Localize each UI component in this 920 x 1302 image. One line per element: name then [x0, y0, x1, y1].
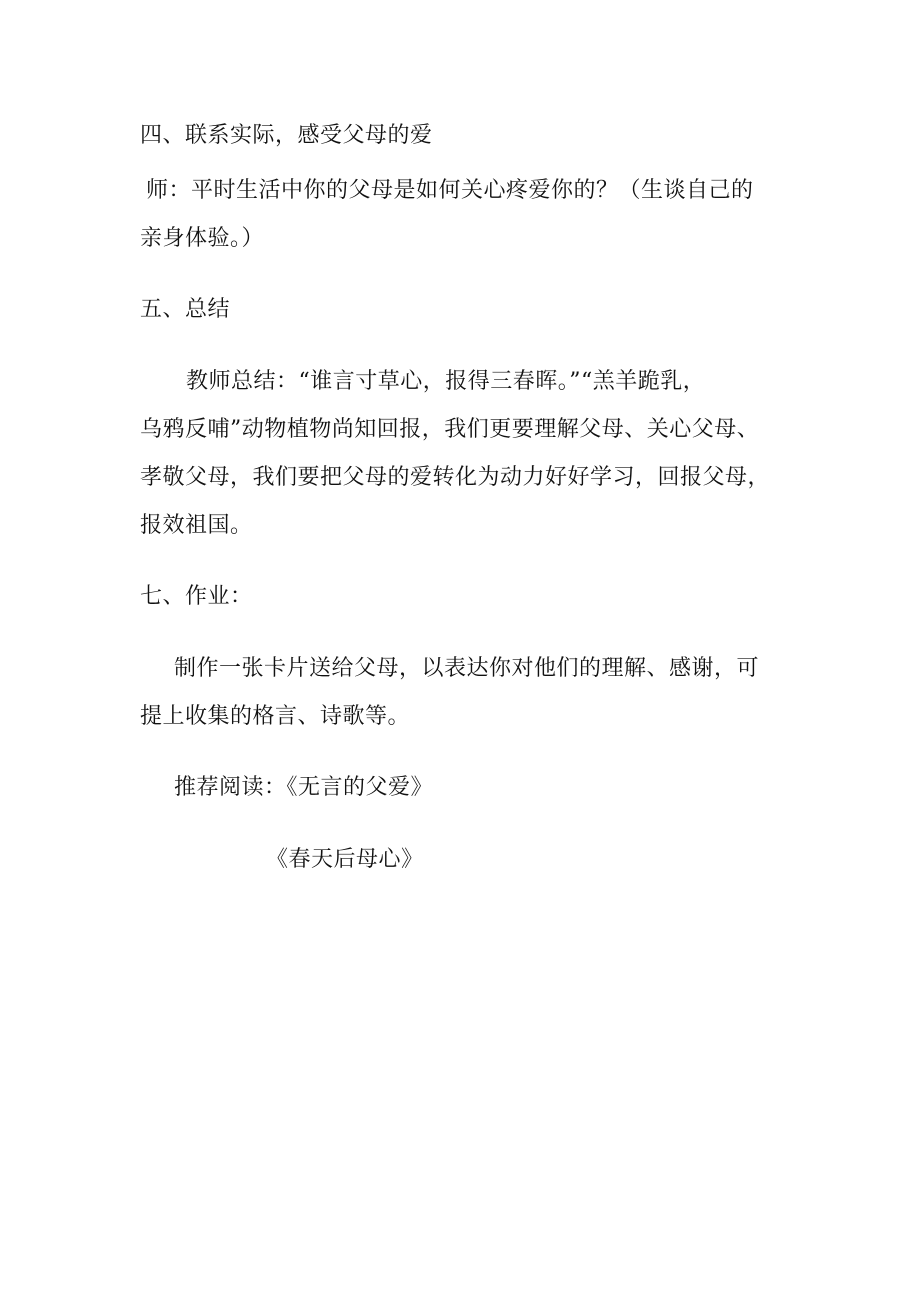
section-5-body-line-1: 教师总结：“谁言寸草心，报得三春晖。”“羔羊跪乳，: [186, 369, 706, 394]
section-4-body-line-1: 师：平时生活中你的父母是如何关心疼爱你的？（生谈自己的: [146, 178, 754, 203]
section-7-heading: 七、作业：: [140, 584, 253, 609]
section-4-heading: 四、联系实际，感受父母的爱: [140, 123, 433, 148]
section-5-body-line-2: 乌鸦反哺”动物植物尚知回报，我们更要理解父母、关心父母、: [140, 417, 760, 442]
section-5-heading: 五、总结: [140, 297, 231, 322]
recommended-reading-line-2: 《春天后母心》: [266, 847, 424, 872]
section-7-body-line-2: 提上收集的格言、诗歌等。: [140, 704, 411, 729]
section-5-body-line-4: 报效祖国。: [140, 513, 253, 538]
section-4-body-line-2: 亲身体验。）: [140, 226, 265, 251]
section-5-body-line-3: 孝敬父母，我们要把父母的爱转化为动力好好学习，回报父母，: [140, 465, 771, 490]
section-7-body-line-1: 制作一张卡片送给父母，以表达你对他们的理解、感谢，可: [174, 656, 760, 681]
recommended-reading-line-1: 推荐阅读：《无言的父爱》: [174, 775, 434, 800]
